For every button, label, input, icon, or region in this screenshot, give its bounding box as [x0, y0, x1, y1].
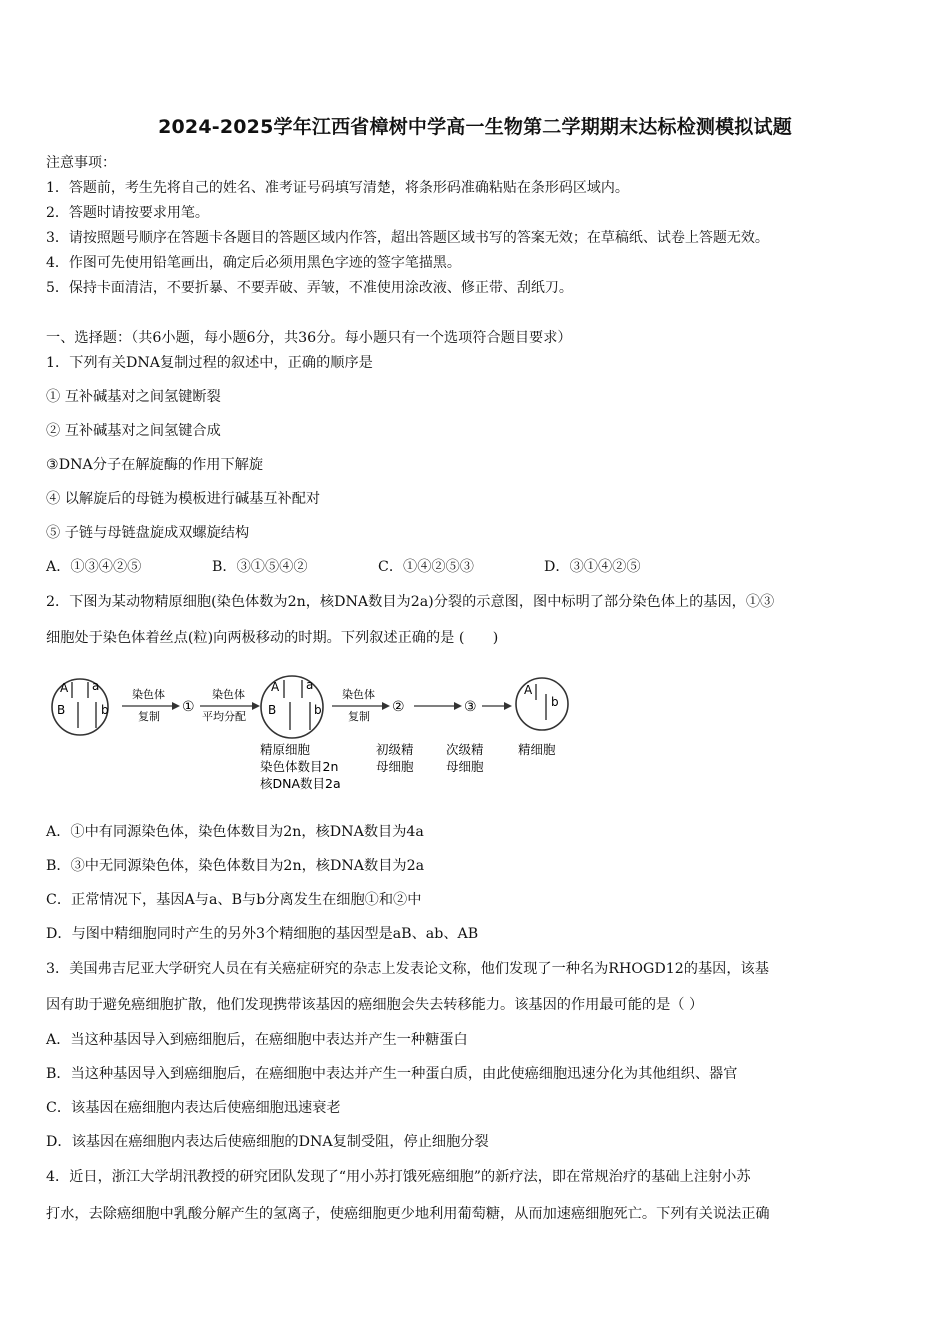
label-spermatogonium: 精原细胞	[260, 742, 311, 757]
step-2-marker: ②	[392, 699, 405, 715]
label-secondary-spermatocyte: 次级精	[446, 742, 484, 757]
arrow-head	[504, 702, 512, 710]
gene-label-A: A	[60, 681, 69, 695]
label-primary-spermatocyte: 母细胞	[376, 759, 414, 774]
gene-label-a: a	[306, 678, 314, 692]
option-b: B．③中无同源染色体，染色体数目为2n，核DNA数目为2a	[46, 858, 425, 874]
option-c: C．①④②⑤③	[378, 559, 474, 575]
option-d: D．与图中精细胞同时产生的另外3个精细胞的基因型是aB、ab、AB	[46, 926, 479, 942]
label-primary-spermatocyte: 初级精	[376, 742, 414, 757]
statement: ⑤ 子链与母链盘旋成双螺旋结构	[46, 525, 250, 541]
label-sperm-cell: 精细胞	[518, 742, 556, 757]
gene-label-B: B	[268, 703, 277, 717]
arrow-2-label-top: 染色体	[212, 688, 245, 701]
notice-item: 2．答题时请按要求用笔。	[46, 205, 209, 221]
label-chromosome-count: 染色体数目2n	[260, 759, 339, 774]
arrow-1-label-bottom: 复制	[138, 710, 160, 723]
option-a: A．当这种基因导入到癌细胞后，在癌细胞中表达并产生一种糖蛋白	[46, 1032, 468, 1048]
q1-options	[46, 556, 641, 576]
option-c: C．该基因在癌细胞内表达后使癌细胞迅速衰老	[46, 1100, 341, 1116]
notice-item: 5．保持卡面清洁，不要折暴、不要弄破、弄皱，不准使用涂改液、修正带、刮纸刀。	[46, 280, 573, 296]
question-stem: 1．下列有关DNA复制过程的叙述中，正确的顺序是	[46, 355, 373, 371]
question-stem-line-2: 细胞处于染色体着丝点(粒)向两极移动的时期。下列叙述正确的是 ( )	[46, 630, 499, 646]
question-stem-line-1: 3．美国弗吉尼亚大学研究人员在有关癌症研究的杂志上发表论文称，他们发现了一种名为RHOGD12的基因，该基	[46, 961, 769, 977]
question-stem-line-2: 打水，去除癌细胞中乳酸分解产生的氢离子，使癌细胞更少地利用葡萄糖，从而加速癌细胞死亡。下列有关说法正确	[46, 1206, 770, 1222]
label-secondary-spermatocyte: 母细胞	[446, 759, 484, 774]
gene-label-b: b	[551, 695, 559, 709]
option-b: B．当这种基因导入到癌细胞后，在癌细胞中表达并产生一种蛋白质，由此使癌细胞迅速分化为其他组织、器官	[46, 1066, 738, 1082]
notice-item: 1．答题前，考生先将自己的姓名、准考证号码填写清楚，将条形码准确粘贴在条形码区域内。	[46, 180, 629, 196]
arrow-3-label-bottom: 复制	[348, 710, 370, 723]
notice-item: 3．请按照题号顺序在答题卡各题目的答题区域内作答，超出答题区域书写的答案无效；在草稿纸、试卷上答题无效。	[46, 230, 769, 246]
page-title: 2024-2025学年江西省樟树中学高一生物第二学期期末达标检测模拟试题	[158, 116, 792, 138]
section-heading: 一、选择题：（共6小题，每小题6分，共36分。每小题只有一个选项符合题目要求）	[46, 330, 572, 346]
notice-heading: 注意事项：	[46, 155, 116, 171]
arrow-3-label-top: 染色体	[342, 688, 375, 701]
option-c: C．正常情况下，基因A与a、B与b分离发生在细胞①和②中	[46, 892, 422, 908]
gene-label-a: a	[92, 679, 100, 693]
question-stem-line-1: 4．近日，浙江大学胡汛教授的研究团队发现了“用小苏打饿死癌细胞”的新疗法，即在常规治疗的基础上注射小苏	[46, 1169, 751, 1185]
gene-label-b: b	[314, 703, 322, 717]
statement: ④ 以解旋后的母链为模板进行碱基互补配对	[46, 491, 321, 507]
notice-item: 4．作图可先使用铅笔画出，确定后必须用黑色字迹的签字笔描黑。	[46, 255, 461, 271]
arrow-head	[252, 702, 260, 710]
option-d: D．③①④②⑤	[544, 559, 641, 575]
arrow-1-label-top: 染色体	[132, 688, 165, 701]
statement: ② 互补碱基对之间氢键合成	[46, 423, 221, 439]
option-a: A．①③④②⑤	[46, 559, 142, 575]
option-d: D．该基因在癌细胞内表达后使癌细胞的DNA复制受阻，停止细胞分裂	[46, 1134, 489, 1150]
step-3-marker: ③	[464, 699, 477, 715]
arrow-head	[382, 702, 390, 710]
arrow-head	[172, 702, 180, 710]
arrow-head	[454, 702, 462, 710]
question-stem-line-1: 2．下图为某动物精原细胞(染色体数为2n，核DNA数目为2a)分裂的示意图，图中标明了部分染色体上的基因，①③	[46, 594, 775, 610]
meiosis-diagram	[46, 664, 586, 800]
statement: ③DNA分子在解旋酶的作用下解旋	[46, 457, 264, 473]
arrow-2-label-bottom: 平均分配	[202, 710, 246, 723]
gene-label-A: A	[271, 680, 280, 694]
gene-label-A: A	[524, 683, 533, 697]
label-dna-count: 核DNA数目2a	[260, 776, 341, 791]
question-stem-line-2: 因有助于避免癌细胞扩散，他们发现携带该基因的癌细胞会失去转移能力。该基因的作用最可能的是（ ）	[46, 997, 704, 1013]
option-b: B．③①⑤④②	[212, 559, 308, 575]
option-a: A．①中有同源染色体，染色体数目为2n，核DNA数目为4a	[46, 824, 424, 840]
gene-label-B: B	[57, 703, 66, 717]
gene-label-b: b	[101, 703, 109, 717]
step-1-marker: ①	[182, 699, 195, 715]
statement: ① 互补碱基对之间氢键断裂	[46, 389, 221, 405]
